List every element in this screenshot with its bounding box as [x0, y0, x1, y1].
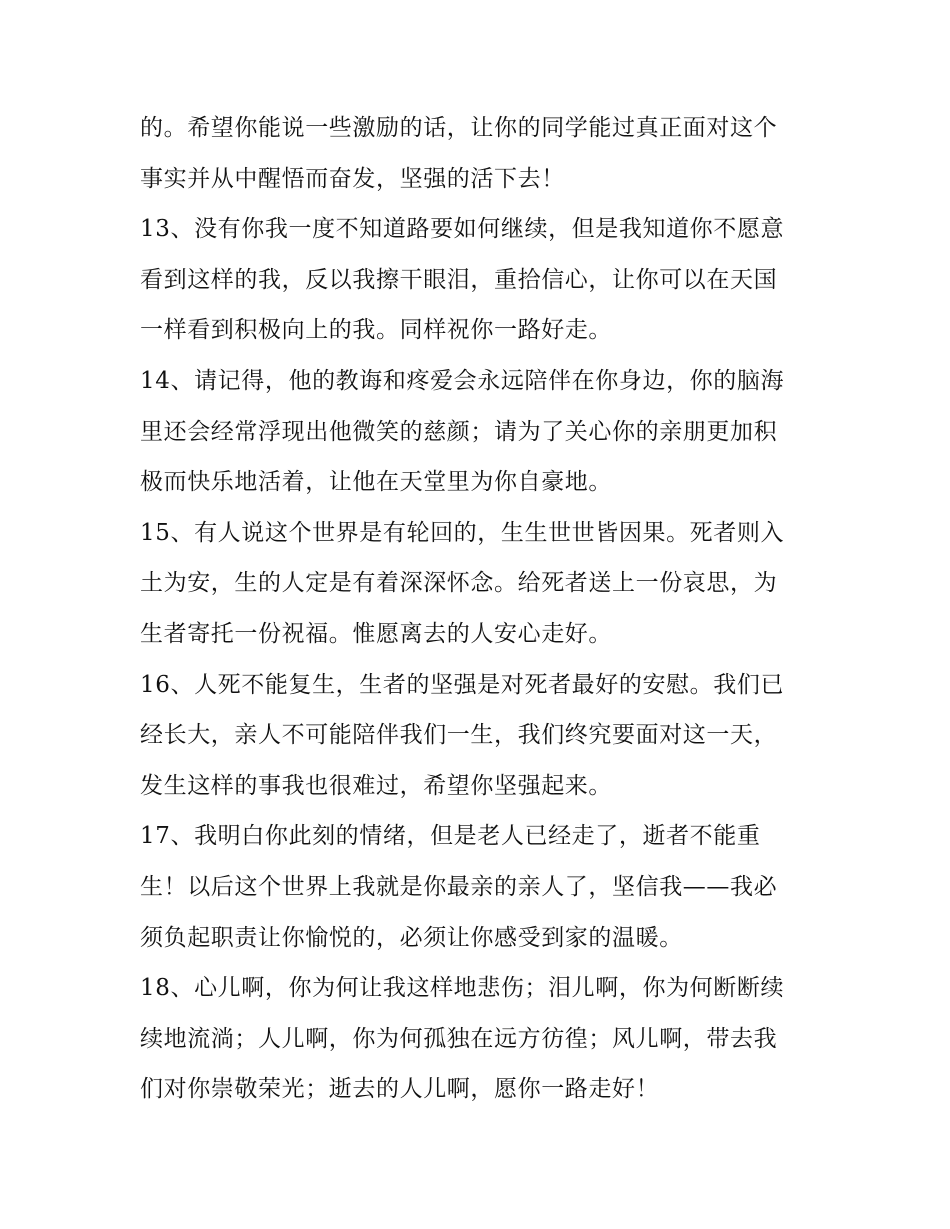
text-line: 看到这样的我，反以我擦干眼泪，重拾信心，让你可以在天国: [140, 266, 778, 293]
text-line: 的。希望你能说一些激励的话，让你的同学能过真正面对这个: [140, 115, 778, 141]
text-line: 16、人死不能复生，生者的坚强是对死者最好的安慰。我们已: [140, 671, 785, 698]
text-line: 须负起职责让你愉悦的，必须让你感受到家的温暖。: [140, 924, 683, 951]
text-line: 们对你崇敬荣光；逝去的人儿啊，愿你一路走好！: [140, 1076, 660, 1103]
text-line: 17、我明白你此刻的情绪，但是老人已经走了，逝者不能重: [140, 823, 761, 850]
text-line: 里还会经常浮现出他微笑的慈颜；请为了关心你的亲朋更加积: [140, 418, 778, 445]
text-line: 生者寄托一份祝福。惟愿离去的人安心走好。: [140, 620, 612, 647]
text-line: 18、心儿啊，你为何让我这样地悲伤；泪儿啊，你为何断断续: [140, 975, 785, 1002]
text-line: 土为安，生的人定是有着深深怀念。给死者送上一份哀思，为: [140, 570, 778, 597]
text-line: 生！以后这个世界上我就是你最亲的亲人了，坚信我——我必: [140, 873, 778, 900]
text-line: 13、没有你我一度不知道路要如何继续，但是我知道你不愿意: [140, 216, 785, 243]
text-line: 续地流淌；人儿啊，你为何孤独在远方彷徨；风儿啊，带去我: [140, 1025, 778, 1052]
text-line: 15、有人说这个世界是有轮回的，生生世世皆因果。死者则入: [140, 519, 785, 546]
text-line: 经长大，亲人不可能陪伴我们一生，我们终究要面对这一天，: [140, 722, 778, 749]
text-line: 事实并从中醒悟而奋发，坚强的活下去！: [140, 165, 565, 192]
text-line: 14、请记得，他的教诲和疼爱会永远陪伴在你身边，你的脑海: [140, 367, 785, 394]
text-line: 极而快乐地活着，让他在天堂里为你自豪地。: [140, 469, 612, 496]
text-line: 一样看到积极向上的我。同样祝你一路好走。: [140, 317, 612, 344]
document-body: [140, 103, 815, 1115]
text-line: 发生这样的事我也很难过，希望你坚强起来。: [140, 772, 612, 799]
